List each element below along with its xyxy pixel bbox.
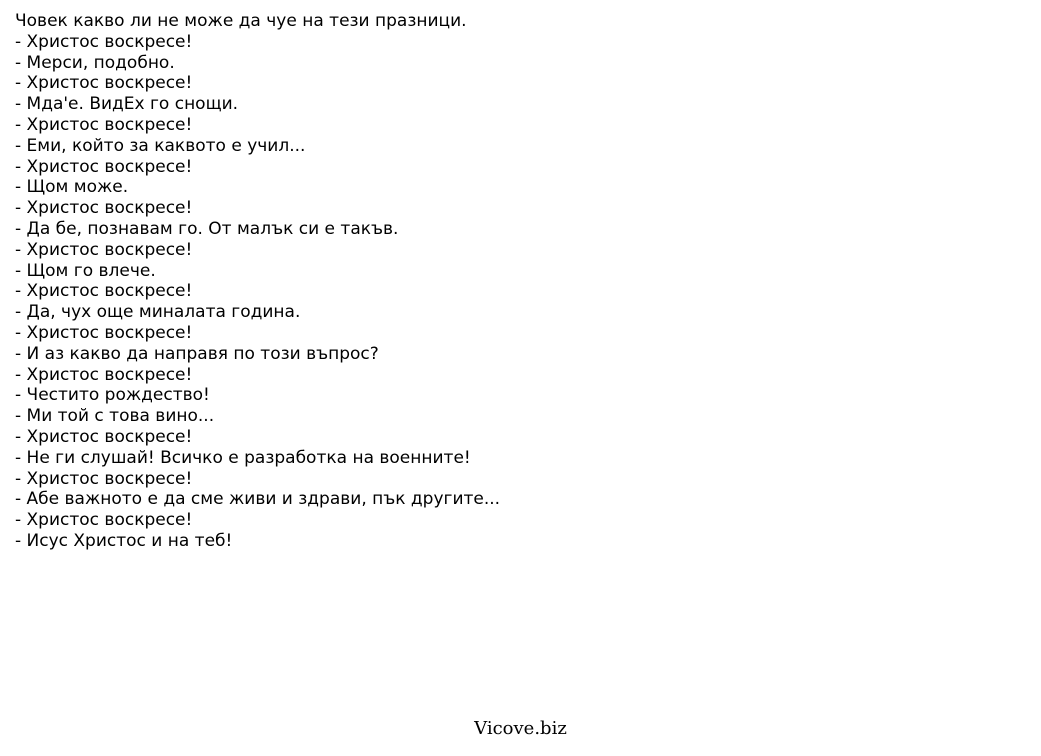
joke-line: - Христос воскресе! bbox=[15, 239, 193, 260]
joke-line: - И аз какво да направя по този въпрос? bbox=[15, 343, 379, 364]
joke-line: - Христос воскресе! bbox=[15, 198, 193, 219]
joke-line: - Да бе, познавам го. От малък си е такъв. bbox=[15, 218, 399, 239]
joke-line: - Христос воскресе! bbox=[15, 364, 193, 385]
joke-line: - Христос воскресе! bbox=[15, 510, 193, 531]
joke-line: - Не ги слушай! Всичко е разработка на военните! bbox=[15, 447, 471, 468]
joke-line: - Еми, който за каквото е учил... bbox=[15, 135, 306, 156]
joke-line: - Честито рождество! bbox=[15, 385, 210, 406]
joke-line: - Христос воскресе! bbox=[15, 156, 193, 177]
joke-line: - Мерси, подобно. bbox=[15, 52, 175, 73]
joke-line: - Христос воскресе! bbox=[15, 322, 193, 343]
joke-intro: Човек какво ли не може да чуе на тези празници. bbox=[15, 11, 467, 31]
joke-line: - Абе важното е да сме живи и здрави, пък другите... bbox=[15, 489, 501, 510]
joke-line: - Христос воскресе! bbox=[15, 31, 193, 52]
joke-line: - Христос воскресе! bbox=[15, 114, 193, 135]
joke-line: - Христос воскресе! bbox=[15, 281, 193, 302]
joke-line: - Щом може. bbox=[15, 177, 129, 198]
joke-line: - Ми той с това вино... bbox=[15, 406, 215, 427]
joke-line: - Христос воскресе! bbox=[15, 426, 193, 447]
joke-line: - Да, чух още миналата година. bbox=[15, 302, 301, 323]
site-watermark: Vicove.biz bbox=[474, 718, 567, 739]
joke-line: - Мда'е. ВидЕх го снощи. bbox=[15, 94, 239, 115]
joke-line: - Щом го влече. bbox=[15, 260, 156, 281]
joke-line: - Христос воскресе! bbox=[15, 73, 193, 94]
joke-line: - Христос воскресе! bbox=[15, 468, 193, 489]
joke-text-block bbox=[15, 11, 1015, 552]
joke-line: - Исус Христос и на теб! bbox=[15, 530, 233, 551]
